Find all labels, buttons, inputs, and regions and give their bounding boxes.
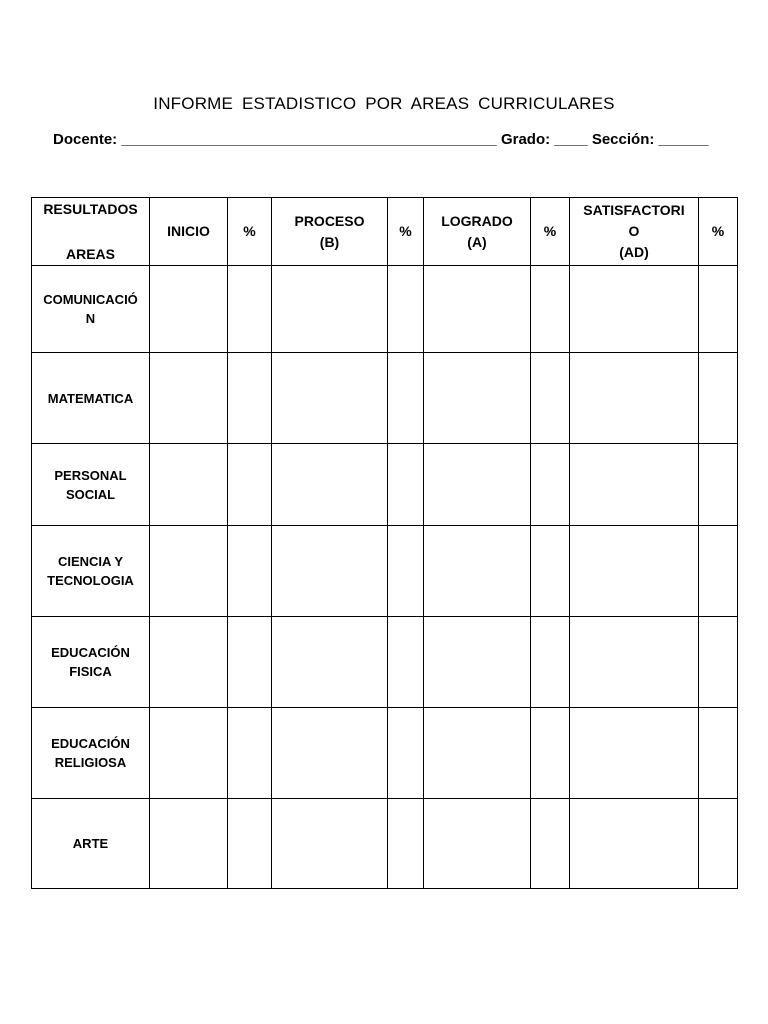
header-satisfactorio-line1: SATISFACTORI <box>583 202 685 218</box>
cell-pct-inicio[interactable] <box>228 617 272 708</box>
cell-logrado[interactable] <box>424 799 531 889</box>
cell-pct-proceso[interactable] <box>388 708 424 799</box>
cell-logrado[interactable] <box>424 353 531 444</box>
seccion-field[interactable]: ______ <box>658 131 709 148</box>
header-satisfactorio-code: (AD) <box>619 244 649 260</box>
table-row <box>32 526 738 617</box>
header-pct-satisfactorio: % <box>699 198 738 266</box>
cell-pct-inicio[interactable] <box>228 708 272 799</box>
table-row <box>32 444 738 526</box>
cell-satisfactorio[interactable] <box>570 799 699 889</box>
area-label-line2: SOCIAL <box>65 486 116 502</box>
cell-logrado[interactable] <box>424 526 531 617</box>
header-pct-inicio: % <box>228 198 272 266</box>
area-cell <box>32 617 150 708</box>
cell-satisfactorio[interactable] <box>570 353 699 444</box>
header-areas: AREAS <box>65 245 115 262</box>
cell-inicio[interactable] <box>150 353 228 444</box>
cell-pct-satisfactorio[interactable] <box>699 799 738 889</box>
cell-logrado[interactable] <box>424 617 531 708</box>
cell-pct-satisfactorio[interactable] <box>699 708 738 799</box>
cell-pct-inicio[interactable] <box>228 799 272 889</box>
results-table <box>31 197 738 889</box>
area-label-line2: TECNOLOGIA <box>47 573 134 588</box>
cell-pct-proceso[interactable] <box>388 799 424 889</box>
cell-proceso[interactable] <box>272 799 388 889</box>
table-row <box>32 799 738 889</box>
cell-proceso[interactable] <box>272 353 388 444</box>
cell-logrado[interactable] <box>424 266 531 353</box>
area-label-line1: ARTE <box>72 836 109 851</box>
cell-pct-logrado[interactable] <box>531 708 570 799</box>
cell-pct-inicio[interactable] <box>228 526 272 617</box>
table-row <box>32 353 738 444</box>
cell-proceso[interactable] <box>272 266 388 353</box>
cell-pct-satisfactorio[interactable] <box>699 526 738 617</box>
page-title: INFORME ESTADISTICO POR AREAS CURRICULARES <box>153 94 615 113</box>
header-pct-proceso: % <box>388 198 424 266</box>
area-label-line1: CIENCIA Y <box>57 554 123 569</box>
cell-pct-proceso[interactable] <box>388 353 424 444</box>
cell-pct-satisfactorio[interactable] <box>699 353 738 444</box>
area-label-line2: N <box>85 311 96 326</box>
cell-satisfactorio[interactable] <box>570 708 699 799</box>
cell-satisfactorio[interactable] <box>570 617 699 708</box>
header-pct-logrado: % <box>531 198 570 266</box>
cell-pct-inicio[interactable] <box>228 444 272 526</box>
cell-pct-logrado[interactable] <box>531 526 570 617</box>
cell-pct-satisfactorio[interactable] <box>699 266 738 353</box>
cell-pct-proceso[interactable] <box>388 444 424 526</box>
cell-pct-satisfactorio[interactable] <box>699 617 738 708</box>
cell-pct-logrado[interactable] <box>531 617 570 708</box>
cell-proceso[interactable] <box>272 708 388 799</box>
cell-inicio[interactable] <box>150 708 228 799</box>
cell-satisfactorio[interactable] <box>570 526 699 617</box>
cell-pct-satisfactorio[interactable] <box>699 444 738 526</box>
seccion-label: Sección: <box>591 131 655 148</box>
cell-inicio[interactable] <box>150 266 228 353</box>
cell-pct-logrado[interactable] <box>531 444 570 526</box>
area-cell <box>32 444 150 526</box>
cell-pct-proceso[interactable] <box>388 266 424 353</box>
cell-inicio[interactable] <box>150 617 228 708</box>
cell-inicio[interactable] <box>150 444 228 526</box>
cell-pct-logrado[interactable] <box>531 266 570 353</box>
cell-pct-proceso[interactable] <box>388 617 424 708</box>
header-logrado-code: (A) <box>467 233 487 250</box>
area-label-line1: PERSONAL <box>54 467 127 483</box>
docente-info-line <box>53 131 709 148</box>
cell-proceso[interactable] <box>272 526 388 617</box>
header-corner <box>32 198 150 266</box>
cell-satisfactorio[interactable] <box>570 444 699 526</box>
cell-logrado[interactable] <box>424 708 531 799</box>
cell-proceso[interactable] <box>272 617 388 708</box>
header-satisfactorio-line2: O <box>628 223 640 239</box>
area-cell <box>32 353 150 444</box>
table-row <box>32 266 738 353</box>
area-label-line1: MATEMATICA <box>47 390 134 406</box>
cell-proceso[interactable] <box>272 444 388 526</box>
area-label-line1: COMUNICACIÓ <box>43 292 138 307</box>
area-cell <box>32 708 150 799</box>
header-logrado-label: LOGRADO <box>441 212 513 229</box>
cell-inicio[interactable] <box>150 526 228 617</box>
area-label-line1: EDUCACIÓN <box>51 736 130 751</box>
docente-label: Docente: <box>53 131 118 148</box>
cell-logrado[interactable] <box>424 444 531 526</box>
cell-pct-logrado[interactable] <box>531 353 570 444</box>
cell-pct-inicio[interactable] <box>228 353 272 444</box>
docente-field[interactable]: _____________________________________________ <box>121 131 497 148</box>
header-logrado <box>424 198 531 266</box>
header-proceso-code: (B) <box>319 233 340 250</box>
table-row <box>32 708 738 799</box>
header-satisfactorio <box>570 198 699 266</box>
area-label-line2: RELIGIOSA <box>54 755 127 770</box>
header-row <box>32 198 738 266</box>
table-row <box>32 617 738 708</box>
cell-satisfactorio[interactable] <box>570 266 699 353</box>
area-label-line2: FISICA <box>69 664 112 679</box>
area-cell <box>32 266 150 353</box>
grado-field[interactable]: ____ <box>554 131 588 148</box>
header-inicio: INICIO <box>150 198 228 266</box>
cell-pct-logrado[interactable] <box>531 799 570 889</box>
area-cell <box>32 799 150 889</box>
area-label-line1: EDUCACIÓN <box>51 645 130 660</box>
header-resultados: RESULTADOS <box>43 200 138 217</box>
header-proceso-label: PROCESO <box>294 212 365 229</box>
cell-pct-proceso[interactable] <box>388 526 424 617</box>
cell-inicio[interactable] <box>150 799 228 889</box>
grado-label: Grado: <box>500 131 551 148</box>
area-cell <box>32 526 150 617</box>
header-proceso <box>272 198 388 266</box>
cell-pct-inicio[interactable] <box>228 266 272 353</box>
